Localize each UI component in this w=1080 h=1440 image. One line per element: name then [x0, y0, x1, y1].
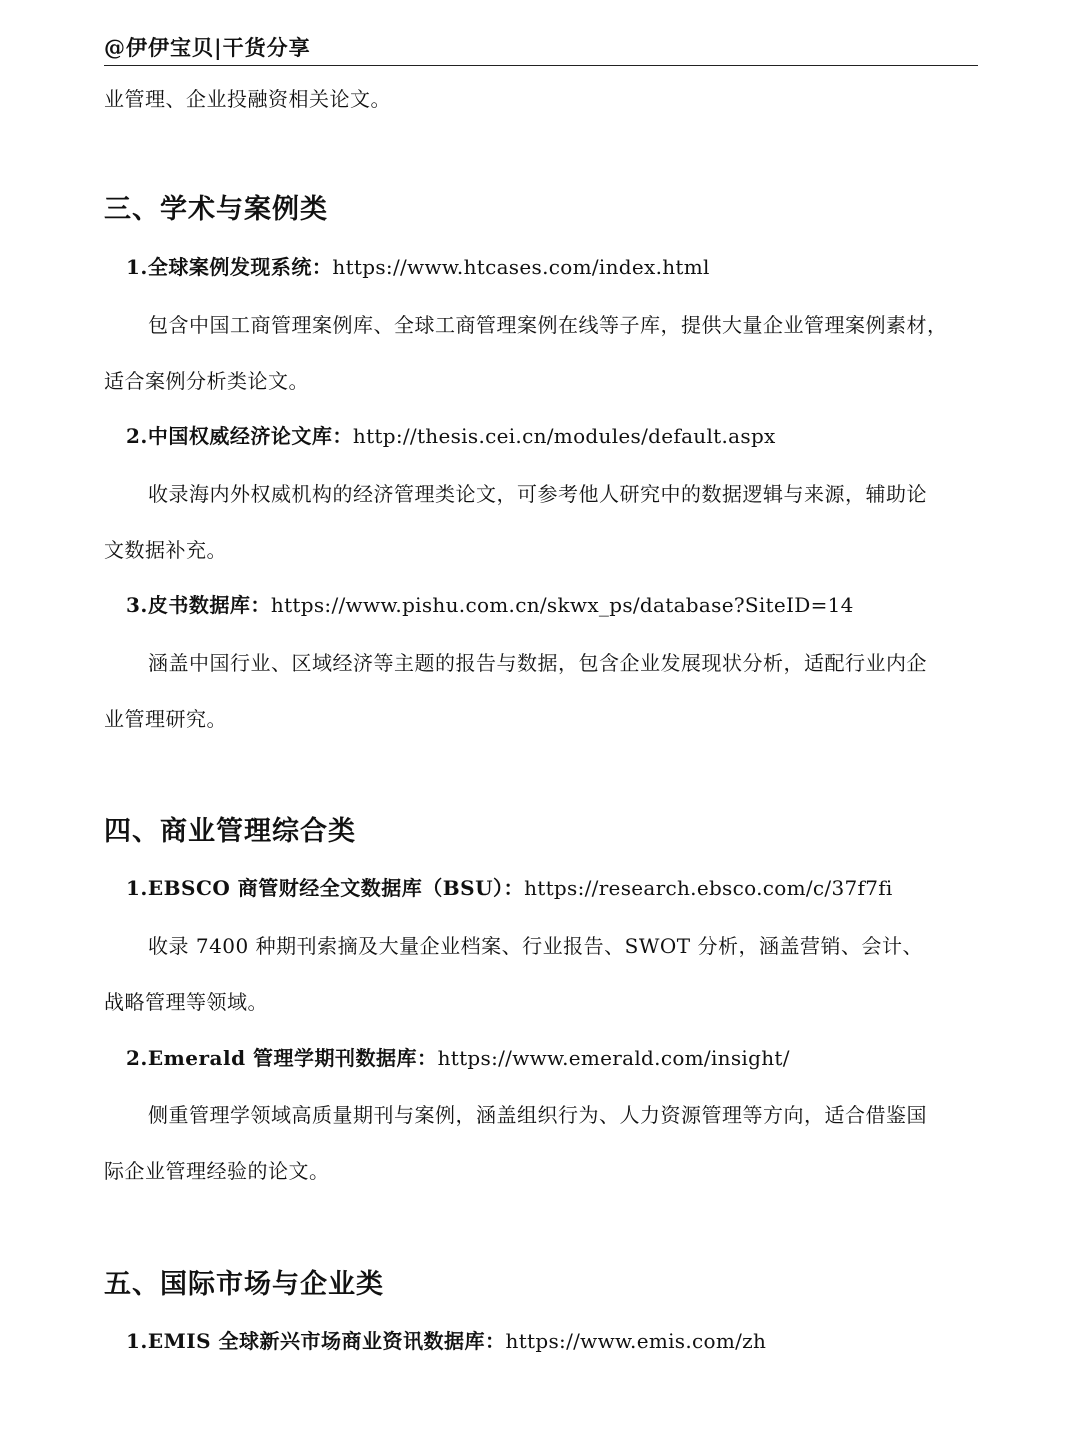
item-url[interactable]: https://www.emis.com/zh [505, 1329, 767, 1353]
item-description: 业管理研究。 [104, 707, 227, 731]
item-description: 侧重管理学领域高质量期刊与案例，涵盖组织行为、人力资源管理等方向，适合借鉴国 [148, 1103, 927, 1127]
item-description: 涵盖中国行业、区域经济等主题的报告与数据，包含企业发展现状分析，适配行业内企 [148, 651, 927, 675]
item-description: 战略管理等领域。 [104, 990, 268, 1014]
section-heading-academic-cases: 三、学术与案例类 [104, 194, 328, 225]
item-url[interactable]: http://thesis.cei.cn/modules/default.aspx [352, 424, 776, 448]
item-label: 1.EMIS 全球新兴市场商业资讯数据库： [126, 1329, 506, 1353]
item-description: 际企业管理经验的论文。 [104, 1159, 330, 1183]
list-item-pishu-database [126, 590, 854, 620]
item-url[interactable]: https://www.htcases.com/index.html [332, 255, 710, 279]
item-label: 1.EBSCO 商管财经全文数据库（BSU）： [126, 876, 525, 900]
item-description: 包含中国工商管理案例库、全球工商管理案例在线等子库，提供大量企业管理案例素材， [148, 313, 948, 337]
item-label: 1.全球案例发现系统： [126, 255, 333, 279]
intro-paragraph: 业管理、企业投融资相关论文。 [104, 87, 391, 111]
item-description: 收录海内外权威机构的经济管理类论文，可参考他人研究中的数据逻辑与来源，辅助论 [148, 482, 927, 506]
item-url[interactable]: https://www.pishu.com.cn/skwx_ps/database?SiteID=14 [270, 593, 854, 617]
item-url[interactable]: https://www.emerald.com/insight/ [437, 1046, 790, 1070]
item-description: 适合案例分析类论文。 [104, 369, 309, 393]
list-item-ebsco-bsu [126, 873, 893, 903]
page-header-title: @伊伊宝贝|干货分享 [104, 35, 311, 60]
item-label: 3.皮书数据库： [126, 593, 271, 617]
item-label: 2.中国权威经济论文库： [126, 424, 353, 448]
section-heading-international-market: 五、国际市场与企业类 [104, 1269, 384, 1300]
item-url[interactable]: https://research.ebsco.com/c/37f7fi [524, 876, 893, 900]
item-description: 文数据补充。 [104, 538, 227, 562]
section-heading-business-management: 四、商业管理综合类 [104, 816, 356, 847]
list-item-emerald [126, 1043, 790, 1073]
header-divider [104, 65, 978, 66]
item-label: 2.Emerald 管理学期刊数据库： [126, 1046, 438, 1070]
item-description: 收录 7400 种期刊索摘及大量企业档案、行业报告、SWOT 分析，涵盖营销、会计、 [148, 934, 923, 958]
list-item-global-case-system [126, 252, 710, 282]
list-item-emis [126, 1326, 766, 1356]
list-item-economic-thesis-library [126, 421, 776, 451]
